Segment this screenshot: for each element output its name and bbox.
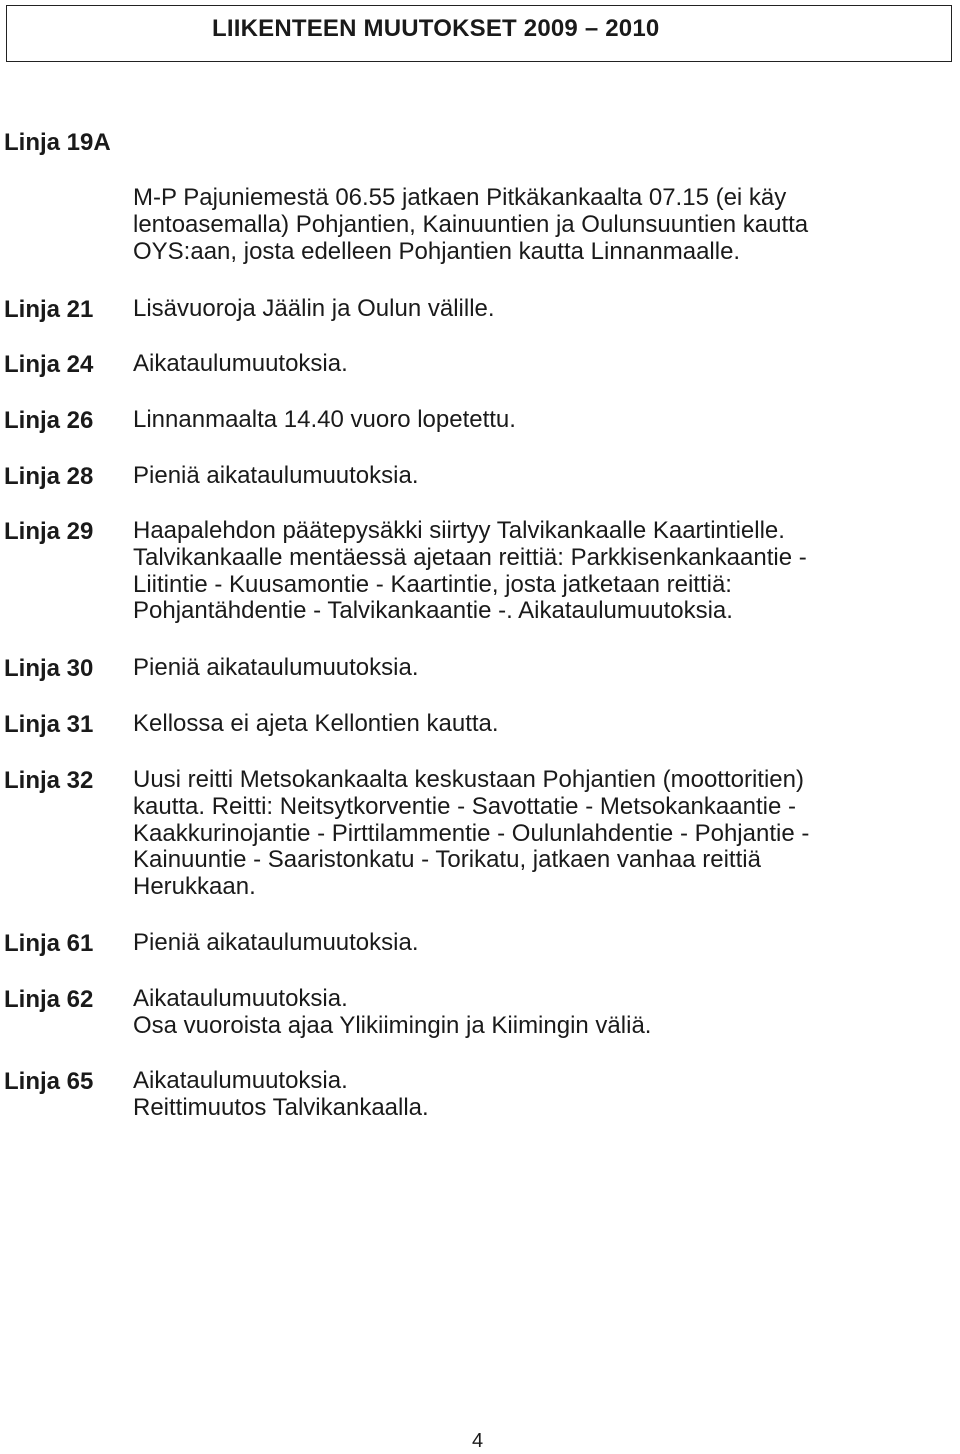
description-line: Linnanmaalta 14.40 vuoro lopetettu. [133, 406, 516, 433]
line-description [133, 930, 955, 957]
line-label: Linja 65 [4, 1068, 94, 1095]
description-line: lentoasemalla) Pohjantien, Kainuuntien ja Oulunsuuntien kautta [133, 210, 809, 238]
description-line: Pieniä aikataulumuutoksia. [133, 929, 419, 956]
page-title: LIIKENTEEN MUUTOKSET 2009 – 2010 [212, 15, 660, 42]
line-description [133, 655, 955, 682]
line-description [133, 986, 955, 1040]
line-label: Linja 28 [4, 463, 94, 490]
line-label: Linja 62 [4, 986, 94, 1013]
description-line: Liitintie - Kuusamontie - Kaartintie, josta jatketaan reittiä: [133, 570, 732, 598]
line-description [133, 463, 955, 490]
line-description [133, 1068, 955, 1122]
line-description [133, 296, 955, 323]
description-line: Lisävuoroja Jäälin ja Oulun välille. [133, 295, 495, 322]
line-label: Linja 26 [4, 407, 94, 434]
line-description [133, 407, 955, 434]
description-line: Pieniä aikataulumuutoksia. [133, 654, 419, 681]
line-label: Linja 32 [4, 767, 94, 794]
line-label: Linja 19A [4, 129, 111, 156]
line-description [133, 351, 955, 378]
line-description [133, 767, 955, 901]
description-line: Talvikankaalle mentäessä ajetaan reittiä: Parkkisenkankaantie - [133, 543, 807, 571]
description-line: Aikataulumuutoksia. [133, 350, 348, 377]
line-description [133, 185, 955, 265]
line-label: Linja 29 [4, 518, 94, 545]
page-number: 4 [472, 1430, 484, 1452]
description-line: OYS:aan, josta edelleen Pohjantien kautta Linnanmaalle. [133, 237, 741, 265]
description-line: Haapalehdon päätepysäkki siirtyy Talvikankaalle Kaartintielle. [133, 517, 785, 544]
description-line: Reittimuutos Talvikankaalla. [133, 1093, 429, 1121]
description-line: Kaakkurinojantie - Pirttilammentie - Oulunlahdentie - Pohjantie - [133, 819, 810, 847]
description-line: Osa vuoroista ajaa Ylikiimingin ja Kiimingin väliä. [133, 1011, 652, 1039]
description-line: Kainuuntie - Saaristonkatu - Torikatu, jatkaen vanhaa reittiä [133, 846, 761, 874]
line-description [133, 711, 955, 738]
description-line: Pieniä aikataulumuutoksia. [133, 462, 419, 489]
description-line: Herukkaan. [133, 873, 256, 901]
line-label: Linja 21 [4, 296, 94, 323]
description-line: Aikataulumuutoksia. [133, 1067, 348, 1094]
line-label: Linja 31 [4, 711, 94, 738]
line-label: Linja 61 [4, 930, 94, 957]
line-label: Linja 24 [4, 351, 94, 378]
description-line: Kellossa ei ajeta Kellontien kautta. [133, 710, 499, 737]
description-line: Aikataulumuutoksia. [133, 985, 348, 1012]
description-line: Uusi reitti Metsokankaalta keskustaan Pohjantien (moottoritien) [133, 766, 804, 793]
line-label: Linja 30 [4, 655, 94, 682]
description-line: M-P Pajuniemestä 06.55 jatkaen Pitkäkankaalta 07.15 (ei käy [133, 184, 787, 211]
description-line: Pohjantähdentie - Talvikankaantie -. Aikataulumuutoksia. [133, 597, 733, 625]
line-description [133, 518, 955, 625]
description-line: kautta. Reitti: Neitsytkorventie - Savottatie - Metsokankaantie - [133, 792, 796, 820]
